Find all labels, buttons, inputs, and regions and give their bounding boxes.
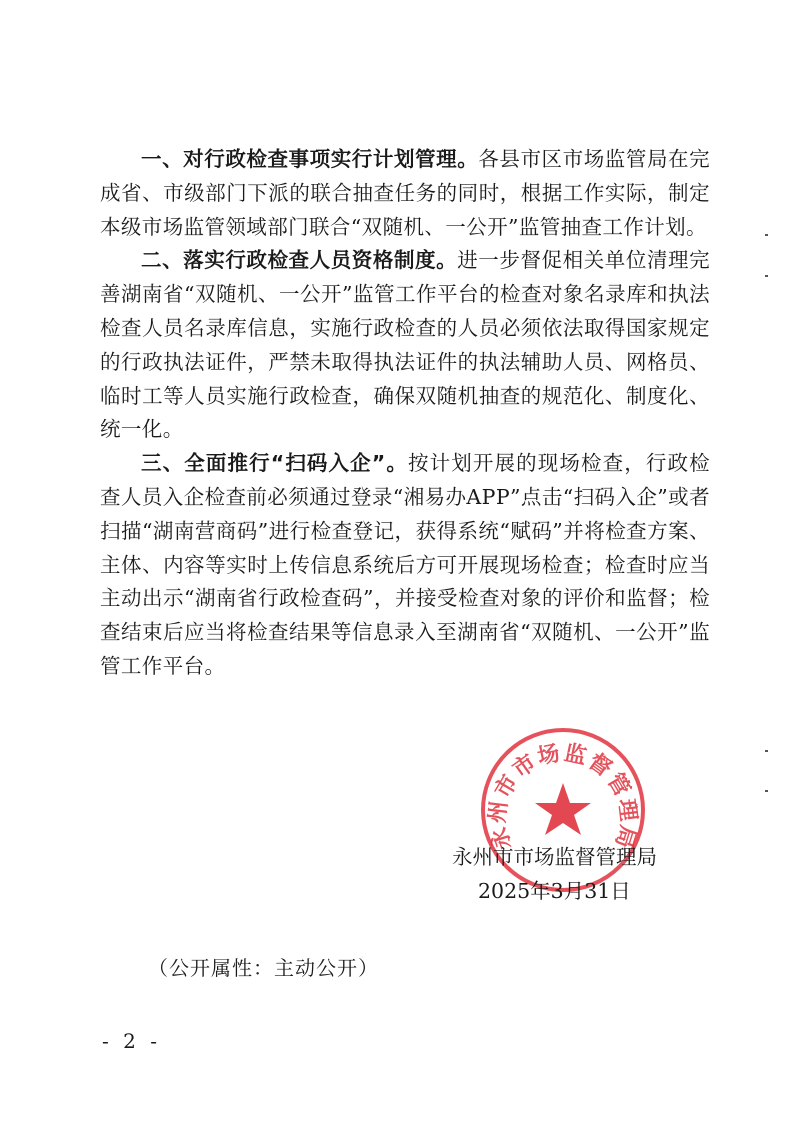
paragraph-3-heading: 三、全面推行“扫码入企”。: [141, 451, 409, 476]
signature-block: [452, 840, 692, 908]
margin-dot: [765, 234, 768, 236]
paragraph-1-text: 各县市区市场监管局在完成省、市级部门下派的联合抽查任务的同时，根据工作实际，制定本级市场监管领域部门联合“双随机、一公开”监管抽查工作计划。: [100, 147, 710, 239]
svg-text:永州市市场监督管理局: 永州市市场监督管理局: [485, 740, 641, 853]
paragraph-2-text: 进一步督促相关单位清理完善湖南省“双随机、一公开”监管工作平台的检查对象名录库和执法检查人员名录库信息，实施行政检查的人员必须依法取得国家规定的行政执法证件，严禁未取得执法证件的执法辅助人员、网格员、临时工等人员实施行政检查，确保双随机抽查的规范化、制度化、统一化。: [100, 248, 711, 442]
paragraph-1: [100, 143, 710, 244]
margin-dot: [765, 275, 768, 277]
signature-org: 永州市市场监督管理局: [452, 845, 657, 869]
paragraph-3: [100, 447, 710, 684]
margin-dot: [765, 750, 768, 752]
paragraph-2-heading: 二、落实行政检查人员资格制度。: [141, 248, 458, 273]
paragraph-2: [100, 244, 710, 447]
paragraph-1-heading: 一、对行政检查事项实行计划管理。: [141, 147, 479, 171]
page-number: - 2 -: [102, 1029, 161, 1053]
document-body: [100, 143, 710, 684]
disclosure-attribute: （公开属性：主动公开）: [148, 956, 379, 980]
signature-date: 2025年3月31日: [478, 879, 631, 903]
margin-dot: [765, 790, 768, 792]
paragraph-3-text: 按计划开展的现场检查，行政检查人员入企检查前必须通过登录“湘易办APP”点击“扫码入企”或者扫描“湖南营商码”进行检查登记，获得系统“赋码”并将检查方案、主体、内容等实时上传信息系统后方可开展现场检查；检查时应当主动出示“湖南省行政检查码”，并接受检查对象的评价和监督；检查结束后应当将检查结果等信息录入至湖南省“双随机、一公开”监管工作平台。: [100, 451, 710, 678]
